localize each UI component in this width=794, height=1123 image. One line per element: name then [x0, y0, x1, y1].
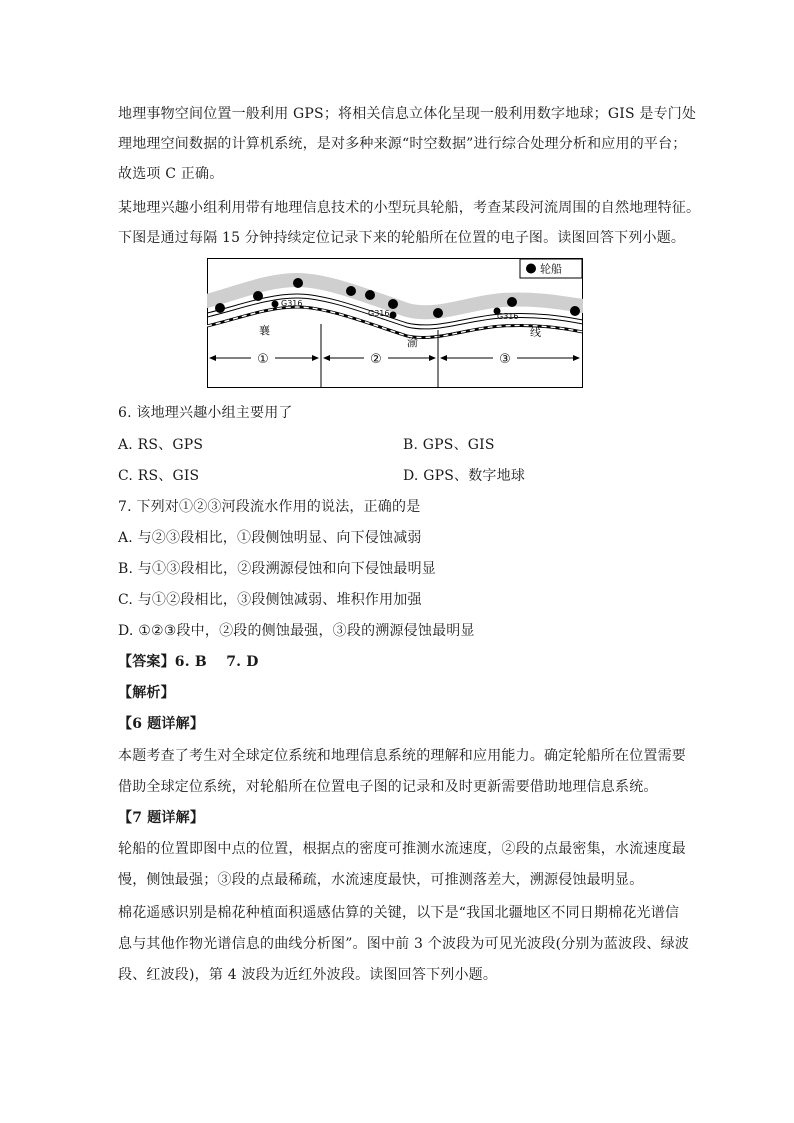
railway-label-char: 渝 — [407, 336, 418, 349]
option-6d: D. GPS、数字地球 — [403, 468, 526, 484]
segment-label: ② — [370, 352, 382, 367]
answer-line: 【答案】6. B 7. D — [118, 654, 259, 670]
option-6b: B. GPS、GIS — [403, 437, 495, 453]
road-marker-dot — [272, 301, 279, 308]
paragraph-line: 轮船的位置即图中点的位置，根据点的密度可推测水流速度，②段的点最密集，水流速度最 — [118, 841, 686, 857]
boat-position-dot — [365, 290, 375, 300]
road-label: G316 — [497, 312, 519, 321]
boat-position-dot — [507, 297, 517, 307]
option-7c: C. 与①②段相比，③段侧蚀减弱、堆积作用加强 — [118, 592, 422, 608]
paragraph-line: 段、红波段)，第 4 波段为近红外波段。读图回答下列小题。 — [118, 967, 498, 983]
map-svg — [207, 258, 583, 388]
option-7a: A. 与②③段相比，①段侧蚀明显、向下侵蚀减弱 — [118, 530, 422, 546]
paragraph-line: 理地理空间数据的计算机系统，是对多种来源“时空数据”进行综合处理分析和应用的平台； — [118, 136, 687, 152]
road-label: G316 — [281, 299, 303, 308]
analysis-title: 【解析】 — [118, 685, 175, 701]
paragraph-line: 地理事物空间位置一般利用 GPS；将相关信息立体化呈现一般利用数字地球；GIS 是专门处 — [118, 106, 697, 122]
paragraph-line: 慢，侧蚀最强；③段的点最稀疏，水流速度最快，可推测落差大，溯源侵蚀最明显。 — [118, 872, 644, 888]
paragraph-line: 下图是通过每隔 15 分钟持续定位记录下来的轮船所在位置的电子图。读图回答下列小题。 — [118, 230, 686, 246]
question-6-stem: 6. 该地理兴趣小组主要用了 — [118, 405, 293, 421]
option-7d: D. ①②③段中，②段的侧蚀最强，③段的溯源侵蚀最明显 — [118, 623, 475, 639]
road-marker-dot — [390, 312, 397, 319]
paragraph-line: 借助全球定位系统，对轮船所在位置电子图的记录和及时更新需要借助地理信息系统。 — [118, 779, 658, 795]
segment-label: ① — [257, 352, 269, 367]
boat-position-dot — [253, 291, 263, 301]
paragraph-line: 息与其他作物光谱信息的曲线分析图”。图中前 3 个波段为可见光波段(分别为蓝波段、绿波 — [118, 936, 690, 952]
boat-position-dot — [215, 303, 225, 313]
detail-6-title: 【6 题详解】 — [118, 716, 205, 732]
road-label: G316 — [368, 309, 390, 318]
railway-label-char: 襄 — [259, 324, 270, 337]
boat-position-dot — [293, 278, 303, 288]
boat-position-dot — [388, 299, 398, 309]
paragraph-line: 某地理兴趣小组利用带有地理信息技术的小型玩具轮船，考查某段河流周围的自然地理特征。 — [118, 200, 701, 216]
paragraph-line: 棉花遥感识别是棉花种植面积遥感估算的关键，以下是“我国北疆地区不同日期棉花光谱信 — [118, 905, 680, 921]
boat-position-dot — [433, 308, 443, 318]
legend-boat-icon — [526, 264, 536, 274]
question-7-stem: 7. 下列对①②③河段流水作用的说法，正确的是 — [118, 499, 421, 515]
boat-position-dot — [570, 306, 580, 316]
option-7b: B. 与①③段相比，②段溯源侵蚀和向下侵蚀最明显 — [118, 561, 436, 577]
paragraph-line: 本题考查了考生对全球定位系统和地理信息系统的理解和应用能力。确定轮船所在位置需要 — [118, 748, 686, 764]
legend-label: 轮船 — [540, 262, 562, 276]
option-6c: C. RS、GIS — [118, 468, 200, 484]
river-boat-map-figure — [207, 258, 583, 388]
paragraph-line: 故选项 C 正确。 — [118, 166, 224, 182]
boat-position-dot — [346, 286, 356, 296]
railway-label-char: 线 — [530, 326, 541, 339]
detail-7-title: 【7 题详解】 — [118, 810, 205, 826]
segment-label: ③ — [499, 352, 511, 367]
option-6a: A. RS、GPS — [118, 437, 204, 453]
